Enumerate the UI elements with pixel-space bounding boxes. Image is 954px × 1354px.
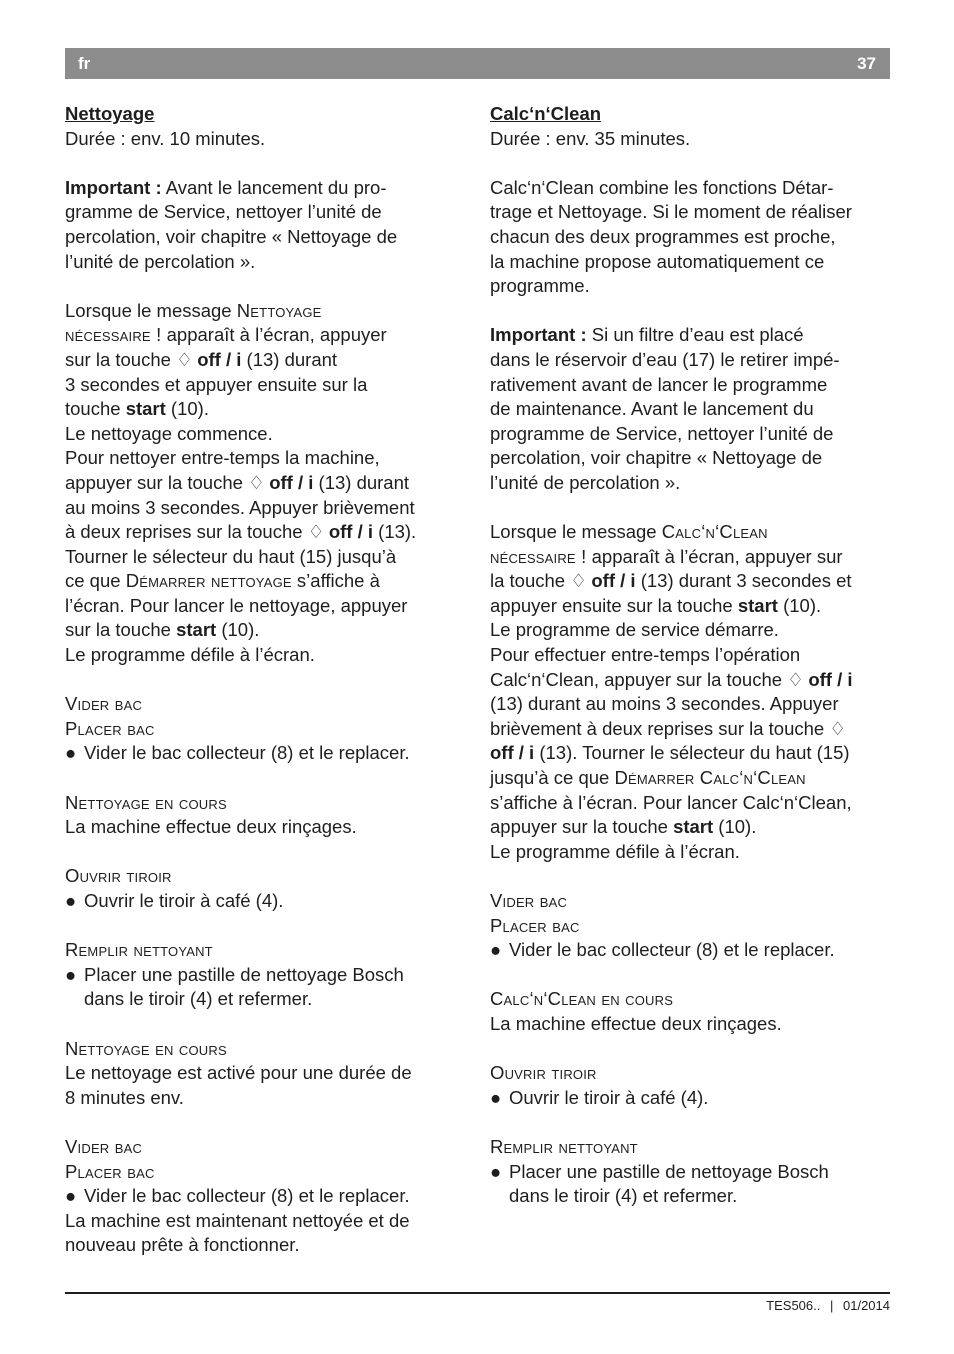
duration: Durée : env. 35 minutes. [490, 127, 691, 149]
important-note: Important : Si un filtre d’eau est placé [490, 324, 804, 346]
text-line: nouveau prête à fonctionner. [65, 1234, 300, 1256]
care-program-icon: ♢ [829, 717, 846, 739]
text-line: La machine effectue deux rinçages. [490, 1012, 782, 1034]
display-message: Ouvrir tiroir [490, 1062, 597, 1084]
list-item: ● Placer une pastille de nettoyage Bosch [490, 1160, 890, 1185]
bullet-dot-icon: ● [65, 1185, 77, 1207]
section-title: Nettoyage [65, 103, 155, 124]
display-message: Vider bac [490, 890, 568, 911]
bullet-dot-icon: ● [65, 963, 77, 985]
care-program-icon: ♢ [248, 471, 265, 493]
text-line: trage et Nettoyage. Si le moment de réaliser [490, 201, 852, 223]
text-line: ce que Démarrer nettoyage s’affiche à [65, 570, 380, 592]
list-item: ● Placer une pastille de nettoyage Bosch [65, 963, 465, 988]
text-line: Pour effectuer entre-temps l’opération [490, 644, 801, 666]
list-item-continuation: dans le tiroir (4) et refermer. [509, 1185, 738, 1207]
care-program-icon: ♢ [307, 521, 325, 543]
text-line: Lorsque le message Calc‘n‘Clean [490, 521, 768, 543]
text-line: percolation, voir chapitre « Nettoyage de [65, 225, 398, 247]
page-number: 37 [857, 54, 876, 73]
bullet-dot-icon: ● [65, 890, 77, 911]
display-message: Ouvrir tiroir [65, 865, 172, 887]
list-item: ● Vider le bac collecteur (8) et le replacer. [490, 938, 890, 963]
text-line: à deux reprises sur la touche ♢ off / i (13). [65, 520, 465, 545]
care-program-icon: ♢ [176, 348, 193, 370]
list-item: ● Ouvrir le tiroir à café (4). [65, 889, 465, 914]
text-line: sur la touche start (10). [65, 619, 260, 641]
text-line: Tourner le sélecteur du haut (15) jusqu’à [65, 545, 397, 567]
list-item: ● Ouvrir le tiroir à café (4). [490, 1086, 890, 1111]
footer-divider [65, 1292, 890, 1294]
text-line: au moins 3 secondes. Appuyer brièvement [65, 496, 415, 518]
text-line: brièvement à deux reprises sur la touche ♢ [490, 717, 890, 742]
text-line: l’unité de percolation ». [65, 250, 256, 272]
text-line: chacun des deux programmes est proche, [490, 225, 836, 247]
bullet-dot-icon: ● [490, 939, 502, 961]
text-line: Le nettoyage est activé pour une durée de [65, 1062, 412, 1084]
text-line: de maintenance. Avant le lancement du [490, 398, 814, 420]
list-item: ● Vider le bac collecteur (8) et le replacer. [65, 1184, 465, 1209]
display-message: Placer bac [490, 914, 580, 936]
text-line: dans le réservoir d’eau (17) le retirer impé- [490, 348, 840, 370]
display-message: Calc‘n‘Clean en cours [490, 988, 674, 1010]
text-line: appuyer sur la touche start (10). [490, 816, 757, 838]
text-line: Le programme de service démarre. [490, 619, 779, 641]
text-line: La machine effectue deux rinçages. [65, 816, 357, 838]
text-line: Pour nettoyer entre-temps la machine, [65, 447, 380, 469]
text-line: sur la touche ♢ off / i (13) durant [65, 348, 465, 373]
text-line: percolation, voir chapitre « Nettoyage de [490, 447, 823, 469]
list-item: ● Vider le bac collecteur (8) et le replacer. [65, 741, 465, 766]
text-line: l’unité de percolation ». [490, 471, 681, 493]
column-calcnclean [490, 102, 890, 1209]
model-number: TES506.. [766, 1298, 821, 1313]
page-header [65, 48, 890, 79]
text-line: (13) durant au moins 3 secondes. Appuyer [490, 693, 839, 715]
bullet-dot-icon: ● [490, 1086, 502, 1108]
text-line: rativement avant de lancer le programme [490, 373, 828, 395]
text-line: la touche ♢ off / i (13) durant 3 secondes et [490, 569, 890, 594]
text-line: Calc‘n‘Clean, appuyer sur la touche ♢ off / i [490, 668, 890, 693]
display-message: Nettoyage en cours [65, 791, 227, 813]
text-line: La machine est maintenant nettoyée et de [65, 1209, 410, 1231]
language-label: fr [78, 54, 91, 73]
bullet-dot-icon: ● [490, 1160, 502, 1182]
display-message: Remplir nettoyant [490, 1135, 638, 1157]
display-message: Placer bac [65, 1160, 155, 1182]
display-message: Vider bac [65, 693, 143, 715]
text-line: l’écran. Pour lancer le nettoyage, appuyer [65, 594, 408, 616]
bullet-dot-icon: ● [65, 742, 77, 764]
page-footer [760, 1298, 890, 1313]
text-line: appuyer sur la touche ♢ off / i (13) durant [65, 471, 465, 496]
list-item-continuation: dans le tiroir (4) et refermer. [84, 988, 313, 1010]
text-line: 3 secondes et appuyer ensuite sur la [65, 373, 368, 395]
duration: Durée : env. 10 minutes. [65, 127, 266, 149]
text-line: nécessaire ! apparaît à l’écran, appuyer sur [490, 545, 843, 567]
display-message: Vider bac [65, 1135, 143, 1157]
important-note: Important : Avant le lancement du pro- [65, 176, 387, 198]
text-line: jusqu’à ce que Démarrer Calc‘n‘Clean [490, 767, 806, 789]
text-line: programme. [490, 275, 590, 297]
section-title: Calc‘n‘Clean [490, 103, 602, 124]
text-line: programme de Service, nettoyer l’unité de [490, 422, 834, 444]
publication-date: 01/2014 [843, 1298, 890, 1313]
care-program-icon: ♢ [787, 668, 804, 690]
text-line: nécessaire ! apparaît à l’écran, appuyer [65, 324, 387, 346]
text-line: Lorsque le message Nettoyage [65, 299, 322, 321]
display-message: Nettoyage en cours [65, 1037, 227, 1059]
footer-separator: | [829, 1298, 834, 1313]
text-line: 8 minutes env. [65, 1086, 184, 1108]
care-program-icon: ♢ [570, 570, 587, 592]
text-line: off / i (13). Tourner le sélecteur du haut (15) [490, 742, 850, 764]
text-line: Le programme défile à l’écran. [490, 840, 740, 862]
text-line: Le nettoyage commence. [65, 422, 273, 444]
display-message: Placer bac [65, 717, 155, 739]
text-line: la machine propose automatiquement ce [490, 250, 825, 272]
text-line: appuyer ensuite sur la touche start (10). [490, 594, 822, 616]
display-message: Remplir nettoyant [65, 939, 213, 961]
text-line: Le programme défile à l’écran. [65, 644, 315, 666]
text-line: gramme de Service, nettoyer l’unité de [65, 201, 382, 223]
text-line: Calc‘n‘Clean combine les fonctions Détar- [490, 176, 834, 198]
column-nettoyage [65, 102, 465, 1258]
text-line: s’affiche à l’écran. Pour lancer Calc‘n‘Clean, [490, 791, 852, 813]
text-line: touche start (10). [65, 398, 209, 420]
